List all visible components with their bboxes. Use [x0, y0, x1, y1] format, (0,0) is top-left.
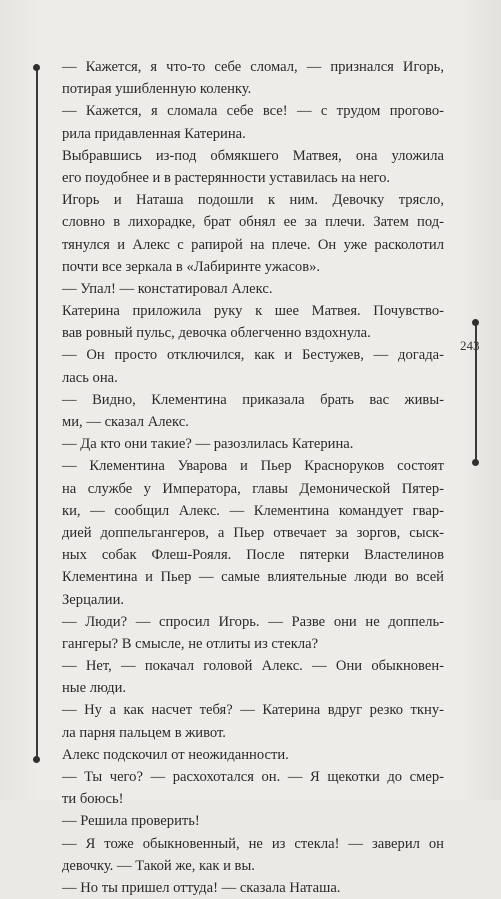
- text-line: — Ну а как насчет тебя? — Катерина вдруг резко ткну-: [62, 702, 444, 719]
- text-line: рила придавленная Катерина.: [62, 125, 246, 142]
- text-line: — Я тоже обыкновенный, не из стекла! — заверил он: [62, 835, 444, 852]
- text-line: ла парня пальцем в живот.: [62, 724, 226, 741]
- text-line: на службе у Императора, главы Демонической Пятер-: [62, 480, 444, 497]
- text-line: вав ровный пульс, девочка облегченно вздохнула.: [62, 325, 371, 342]
- text-line: ные люди.: [62, 680, 127, 697]
- text-line: гангеры? В смысле, не отлиты из стекла?: [62, 635, 319, 652]
- text-line: Выбравшись из-под обмякшего Матвея, она уложила: [62, 147, 444, 164]
- text-line: — Ты чего? — расхохотался он. — Я щекотки до смер-: [62, 769, 444, 785]
- text-line: — Но ты пришел оттуда! — сказала Наташа.: [62, 879, 341, 896]
- page-number: 243: [460, 338, 480, 353]
- text-line: ти боюсь!: [62, 791, 124, 808]
- text-line: — Кажется, я сломала себе все! — с трудом прогово-: [62, 103, 444, 120]
- text-line: ми, — сказал Алекс.: [62, 414, 189, 430]
- text-line: его поудобнее и в растерянности уставилась на него.: [62, 169, 391, 186]
- text-line: Зерцалии.: [62, 591, 125, 608]
- text-line: потирая ушибленную коленку.: [62, 81, 252, 98]
- text-line: Игорь и Наташа подошли к ним. Девочку трясло,: [62, 192, 444, 209]
- text-line: почти все зеркала в «Лабиринте ужасов».: [62, 258, 321, 275]
- text-line: — Клементина Уварова и Пьер Красноруков состоят: [62, 458, 444, 475]
- text-line: Катерина приложила руку к шее Матвея. Почувство-: [62, 303, 444, 320]
- text-line: — Видно, Клементина приказала брать вас живы-: [62, 391, 444, 408]
- body-text: [62, 56, 444, 899]
- text-line: — Люди? — спросил Игорь. — Разве они не доппель-: [62, 613, 444, 630]
- text-line: ных собак Флеш-Рояля. После пятерки Властелинов: [62, 547, 444, 564]
- text-line: девочку. — Такой же, как и вы.: [62, 857, 255, 874]
- text-line: — Решила проверить!: [62, 813, 200, 830]
- right-rule-bottom-dot: [472, 459, 479, 466]
- text-line: — Кажется, я что-то себе сломал, — признался Игорь,: [62, 59, 444, 75]
- left-margin-rule: [36, 68, 38, 762]
- text-line: тянулся и Алекс с рапирой на плече. Он уже расколотил: [62, 236, 444, 253]
- left-rule-bottom-dot: [33, 756, 40, 763]
- left-rule-top-dot: [33, 64, 40, 71]
- text-line: дией доппельгангеров, а Пьер отвечает за зоргов, сыск-: [62, 524, 444, 541]
- text-line: словно в лихорадке, брат обнял ее за плечи. Затем под-: [62, 214, 444, 231]
- text-line: Клементина и Пьер — самые влиятельные люди во всей: [62, 569, 444, 586]
- text-line: Алекс подскочил от неожиданности.: [62, 746, 289, 763]
- text-line: — Нет, — покачал головой Алекс. — Они обыкновен-: [62, 658, 444, 675]
- text-line: лась она.: [62, 369, 118, 386]
- text-line: — Он просто отключился, как и Бестужев, — догада-: [62, 347, 444, 364]
- text-line: ки, — сообщил Алекс. — Клементина командует гвар-: [62, 502, 444, 519]
- text-line: — Упал! — констатировал Алекс.: [62, 280, 273, 297]
- right-rule-top-dot: [472, 319, 479, 326]
- text-line: — Да кто они такие? — разозлилась Катерина.: [62, 436, 354, 453]
